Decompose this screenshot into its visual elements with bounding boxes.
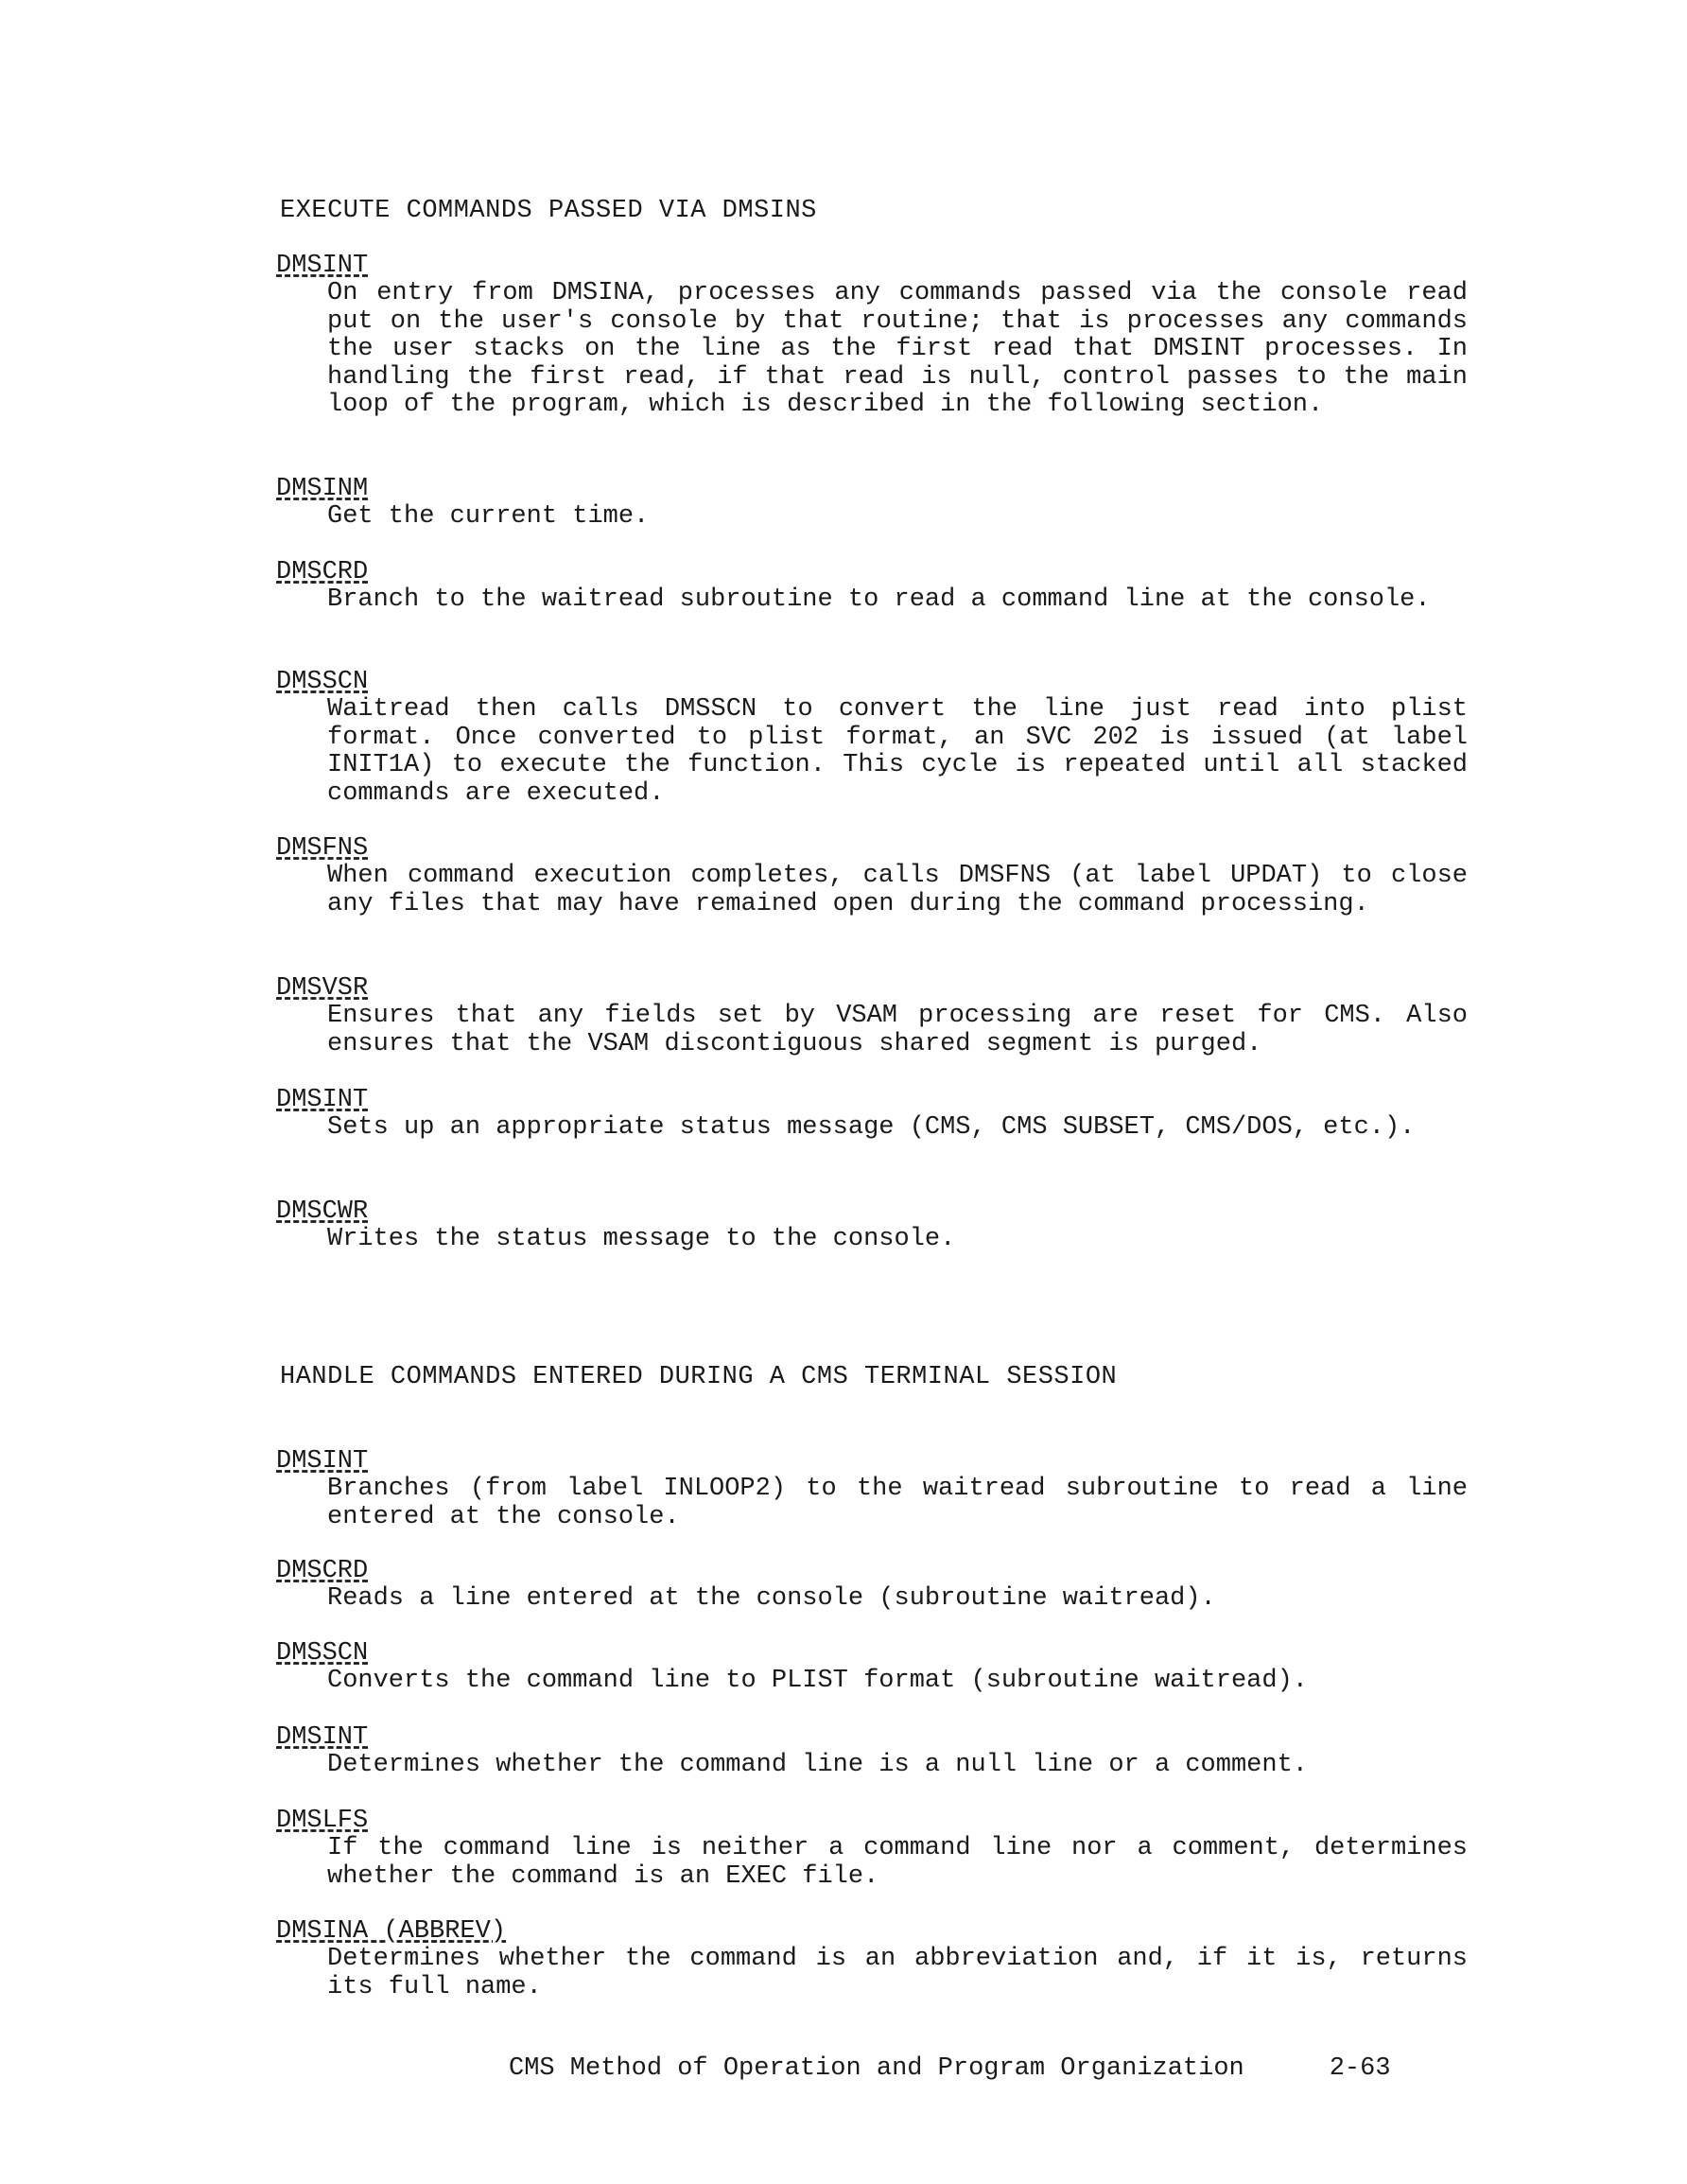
entry-description: Reads a line entered at the console (subroutine waitread). <box>327 1584 1216 1613</box>
entry-dmsscn <box>276 668 1477 808</box>
entry-description: If the command line is neither a command line nor a comment, determines whether the command is an EXEC file. <box>327 1834 1468 1891</box>
entry-description: Sets up an appropriate status message (CMS, CMS SUBSET, CMS/DOS, etc.). <box>327 1113 1416 1142</box>
page-number: 2-63 <box>1329 2054 1391 2083</box>
entry-dmsint-branches <box>276 1447 1477 1531</box>
entry-dmsscn-converts <box>276 1639 1477 1696</box>
entry-label: DMSFNS <box>276 834 369 863</box>
entry-label: DMSINT <box>276 1086 369 1114</box>
entry-description: On entry from DMSINA, processes any commands passed via the console read put on the user's console by that routine; that is processes any commands the user stacks on the line as the first read that DMSINT processes. In handling the first read, if that read is null, control passes to the main loop of the program, which is described in the following section. <box>327 279 1468 419</box>
entry-description: Branch to the waitread subroutine to read a command line at the console. <box>327 585 1431 614</box>
footer-title: CMS Method of Operation and Program Organization <box>509 2054 1244 2083</box>
entry-dmsint-determines <box>276 1723 1477 1780</box>
section-heading-execute-commands: EXECUTE COMMANDS PASSED VIA DMSINS <box>280 197 817 225</box>
entry-label: DMSCRD <box>276 558 369 586</box>
entry-label: DMSVSR <box>276 974 369 1003</box>
entry-dmsint-status <box>276 1086 1477 1143</box>
entry-label: DMSINT <box>276 1723 369 1752</box>
entry-label: DMSINT <box>276 252 369 280</box>
section-heading-handle-commands: HANDLE COMMANDS ENTERED DURING A CMS TERMINAL SESSION <box>280 1363 1118 1391</box>
entry-label: DMSCRD <box>276 1557 369 1585</box>
entry-dmscrd <box>276 558 1477 615</box>
entry-dmscwr <box>276 1197 1477 1254</box>
entry-label: DMSLFS <box>276 1807 369 1835</box>
entry-dmsfns <box>276 834 1477 918</box>
entry-dmsint-first-read <box>276 252 1477 420</box>
entry-dmslfs <box>276 1807 1477 1891</box>
entry-label: DMSCWR <box>276 1197 369 1226</box>
entry-label: DMSINM <box>276 475 369 503</box>
page-footer <box>509 2054 1391 2083</box>
entry-dmsvsr <box>276 974 1477 1058</box>
entry-label: DMSSCN <box>276 668 369 696</box>
entry-description: Converts the command line to PLIST format (subroutine waitread). <box>327 1667 1308 1695</box>
entry-description: Writes the status message to the console. <box>327 1225 956 1253</box>
entry-description: Get the current time. <box>327 502 650 531</box>
entry-dmscrd-reads <box>276 1557 1477 1614</box>
entry-description: Determines whether the command line is a null line or a comment. <box>327 1751 1308 1779</box>
entry-description: Ensures that any fields set by VSAM processing are reset for CMS. Also ensures that the VSAM discontiguous shared segment is purged. <box>327 1002 1468 1058</box>
entry-description: When command execution completes, calls DMSFNS (at label UPDAT) to close any files that may have remained open during the command processing. <box>327 862 1468 918</box>
entry-label: DMSINA (ABBREV) <box>276 1917 507 1946</box>
entry-label: DMSINT <box>276 1447 369 1476</box>
entry-description: Branches (from label INLOOP2) to the waitread subroutine to read a line entered at the console. <box>327 1475 1468 1531</box>
entry-description: Determines whether the command is an abbreviation and, if it is, returns its full name. <box>327 1945 1468 2001</box>
entry-description: Waitread then calls DMSSCN to convert the line just read into plist format. Once converted to plist format, an SVC 202 is issued (at label INIT1A) to execute the function. This cycle is repeated until all stacked commands are executed. <box>327 695 1468 808</box>
entry-dmsina-abbrev <box>276 1917 1477 2001</box>
entry-label: DMSSCN <box>276 1639 369 1668</box>
entry-dmsinm <box>276 475 1477 532</box>
